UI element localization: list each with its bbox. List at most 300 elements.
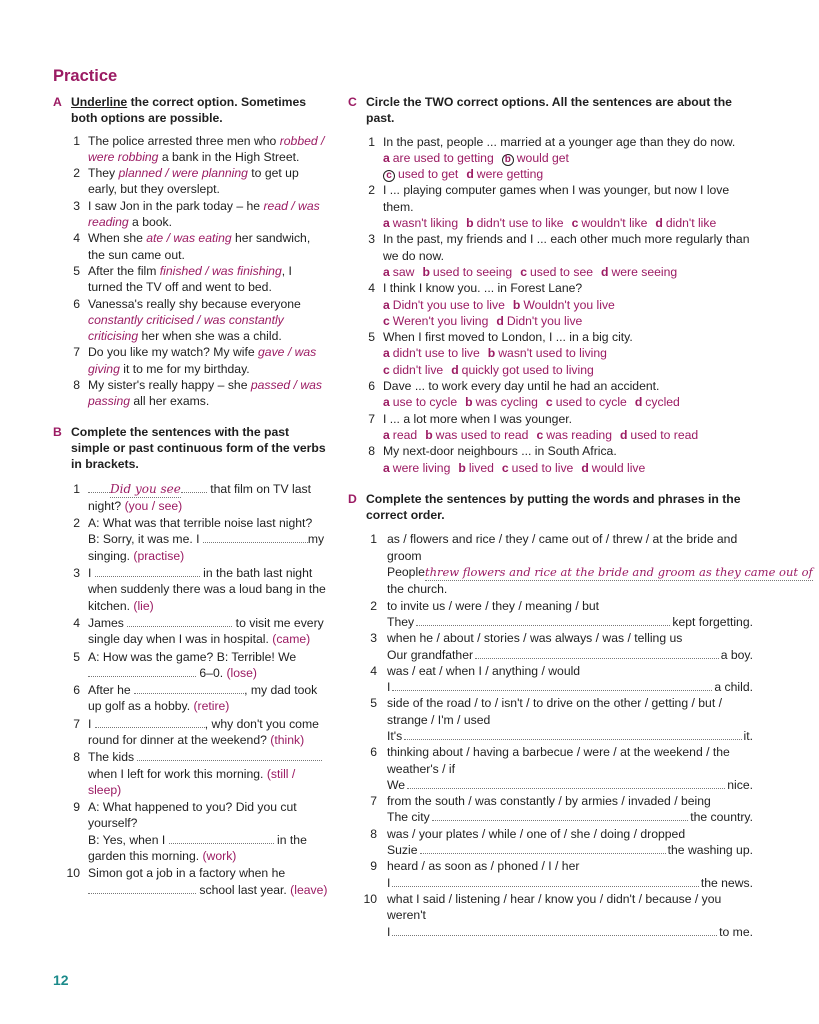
option-text: would live: [591, 460, 646, 475]
answer-line: [387, 777, 753, 793]
answer-line: [387, 875, 753, 891]
option-pair[interactable]: constantly criticised / was constantly criticising: [88, 312, 284, 344]
item-text: my singing.: [88, 532, 325, 563]
option-line: [383, 313, 753, 329]
option-pair[interactable]: read / was reading: [88, 198, 320, 230]
option-letter: a: [383, 297, 390, 312]
question-text: In the past, people ... married at a younger age than they do now.: [383, 134, 736, 149]
item-text: her sandwich, the sun came out.: [88, 231, 311, 262]
instruction-text: Circle the TWO correct options. All the sentences are about the past.: [366, 95, 732, 126]
answer-blank[interactable]: [392, 876, 698, 887]
item-number: 2: [73, 516, 80, 531]
verb-hint: (you / see): [124, 498, 183, 513]
item-text: , why don't you come round for dinner at the weekend?: [88, 716, 319, 747]
verb-hint: (leave): [290, 882, 328, 897]
item-number: 1: [370, 532, 377, 547]
option-text: Didn't you use to live: [392, 297, 505, 312]
answer-blank[interactable]: [181, 482, 207, 493]
item-text: A: How was the game? B: Terrible! We: [88, 649, 297, 664]
item-text: B: Sorry, it was me. I: [88, 532, 203, 547]
option-letter: a: [383, 395, 390, 410]
section-c-instruction: [348, 94, 753, 127]
option-letter: d: [466, 167, 474, 182]
option-text: were living: [392, 460, 451, 475]
exercise-item: [348, 411, 753, 444]
option-text: quickly got used to living: [461, 362, 594, 377]
question-text: I ... a lot more when I was younger.: [383, 411, 573, 426]
exercise-item: [348, 891, 753, 940]
option-text: would get: [516, 150, 569, 165]
exercise-item: [348, 182, 753, 231]
answer-option[interactable]: [546, 395, 627, 409]
answer-blank[interactable]: [420, 843, 666, 854]
instruction-underline-word: Underline: [71, 95, 128, 109]
answer-option[interactable]: [466, 167, 543, 181]
option-letter: b: [458, 460, 466, 475]
option-text: were getting: [476, 167, 544, 182]
answer-option[interactable]: [572, 216, 648, 230]
page-number: 12: [53, 972, 69, 988]
item-number: 10: [363, 891, 377, 906]
option-pair[interactable]: gave / was giving: [88, 345, 317, 376]
option-letter: a: [383, 427, 390, 442]
option-letter: d: [451, 362, 459, 377]
answer-option[interactable]: [513, 298, 615, 312]
question-text: When I first moved to London, I ... in a big city.: [383, 330, 633, 345]
option-line: [383, 150, 753, 166]
sentence-end: the news.: [700, 875, 753, 890]
option-letter: c: [501, 460, 509, 475]
handwritten-answer[interactable]: threw flowers and rice at the bride and groom as they came out of: [425, 564, 813, 581]
verb-hint: (work): [202, 849, 237, 864]
answer-option[interactable]: [655, 216, 716, 230]
item-number: 8: [368, 444, 375, 459]
exercise-item: [53, 198, 328, 231]
sentence-start: I: [387, 680, 391, 695]
option-text: wasn't liking: [392, 216, 459, 231]
answer-blank[interactable]: [416, 615, 670, 626]
answer-option[interactable]: [383, 151, 494, 165]
option-text: wouldn't like: [581, 216, 648, 231]
item-number: 8: [73, 378, 80, 393]
sentence-end: the church.: [387, 582, 448, 597]
option-letter: c: [383, 313, 390, 328]
answer-option[interactable]: [383, 461, 450, 475]
item-text: , my dad took up golf as a hobby.: [88, 683, 318, 714]
sentence-end: kept forgetting.: [672, 614, 753, 629]
answer-option[interactable]: [502, 151, 569, 165]
verb-hint: (lose): [226, 665, 257, 680]
item-text: Simon got a job in a factory when he: [88, 866, 286, 881]
option-pair[interactable]: planned / were planning: [118, 166, 248, 181]
word-prompt: from the south / was constantly / by armies / invaded / being: [387, 794, 711, 809]
answer-blank[interactable]: [88, 883, 196, 894]
item-number: 7: [73, 716, 80, 731]
instruction-text: the correct option. Sometimes both options are possible.: [71, 95, 307, 126]
item-number: 1: [368, 134, 375, 149]
circled-letter: c: [383, 170, 395, 182]
answer-blank[interactable]: [407, 778, 725, 789]
option-text: were seeing: [611, 264, 678, 279]
option-text: Weren't you living: [392, 313, 489, 328]
answer-option[interactable]: [520, 265, 593, 279]
option-text: read: [392, 427, 418, 442]
answer-option[interactable]: [383, 265, 414, 279]
exercise-item: [348, 630, 753, 663]
option-letter: b: [465, 395, 473, 410]
word-prompt: as / flowers and rice / they / came out of / threw / at the bride and groom: [387, 532, 738, 563]
answer-option[interactable]: [466, 216, 563, 230]
item-number: 6: [368, 379, 375, 394]
exercise-item: [348, 744, 753, 793]
exercise-item: [53, 133, 328, 166]
item-text: The police arrested three men who: [88, 133, 280, 148]
sentence-end: the washing up.: [667, 843, 753, 858]
item-text: When she: [88, 231, 147, 246]
exercise-item: [53, 515, 328, 564]
sentence-start: Our grandfather: [387, 647, 474, 662]
sentence-start: Suzie: [387, 843, 418, 858]
answer-option[interactable]: [601, 265, 677, 279]
option-text: wasn't used to living: [498, 346, 607, 361]
exercise-item: [53, 716, 328, 749]
exercise-item: [53, 481, 328, 515]
exercise-item: [53, 682, 328, 715]
answer-option[interactable]: [502, 461, 573, 475]
instruction-text: Complete the sentences by putting the words and phrases in the correct order.: [366, 491, 741, 523]
answer-line: [387, 679, 753, 695]
exercise-item: [53, 865, 328, 898]
item-text: when I left for work this morning.: [88, 766, 264, 781]
sentence-end: it.: [743, 728, 753, 743]
verb-hint: (retire): [193, 699, 230, 714]
option-text: used to live: [511, 460, 574, 475]
item-number: 1: [73, 133, 80, 148]
verb-hint: (still / sleep): [88, 766, 296, 797]
option-text: lived: [468, 460, 494, 475]
circled-letter: b: [502, 154, 514, 166]
exercise-item: [348, 695, 753, 744]
item-number: 3: [368, 232, 375, 247]
answer-blank[interactable]: [88, 482, 110, 493]
section-c-letter: C: [348, 95, 357, 109]
exercise-item: [348, 826, 753, 859]
section-b-items: [53, 481, 328, 898]
option-text: used to see: [529, 264, 593, 279]
option-line: [383, 297, 753, 313]
item-text: They: [88, 166, 119, 181]
item-text: Vanessa's really shy because everyone: [88, 296, 301, 311]
answer-line: [387, 647, 753, 663]
answer-blank[interactable]: [95, 566, 200, 577]
item-text: it to me for my birthday.: [119, 361, 250, 376]
item-number: 4: [73, 231, 80, 246]
item-number: 4: [370, 663, 377, 678]
item-number: 2: [73, 166, 80, 181]
option-text: used to seeing: [432, 264, 513, 279]
word-prompt: thinking about / having a barbecue / were / at the weekend / the weather's / if: [387, 745, 730, 776]
option-letter: d: [581, 460, 589, 475]
option-line: [383, 427, 753, 443]
answer-option[interactable]: [451, 363, 594, 377]
exercise-item: [53, 565, 328, 614]
option-letter: b: [425, 427, 433, 442]
item-number: 6: [73, 683, 80, 698]
item-number: 3: [370, 631, 377, 646]
exercise-item: [348, 663, 753, 696]
left-column: [53, 94, 328, 899]
item-number: 1: [73, 481, 80, 496]
item-number: 5: [370, 696, 377, 711]
answer-option[interactable]: [383, 363, 443, 377]
answer-option[interactable]: [496, 314, 582, 328]
option-letter: b: [466, 216, 474, 231]
verb-hint: (think): [270, 732, 305, 747]
item-number: 6: [370, 745, 377, 760]
option-letter: d: [655, 216, 663, 231]
item-text: A: What happened to you? Did you cut yourself?: [88, 800, 297, 831]
exercise-item: [53, 799, 328, 864]
option-letter: a: [383, 264, 390, 279]
sentence-end: the country.: [690, 810, 753, 825]
answer-blank[interactable]: [392, 925, 717, 936]
option-line: [383, 394, 753, 410]
option-letter: c: [536, 427, 544, 442]
answer-option[interactable]: [383, 428, 417, 442]
sentence-start: I: [387, 924, 391, 939]
answer-line: [387, 728, 753, 744]
item-number: 7: [370, 794, 377, 809]
item-text: James: [88, 615, 128, 630]
answer-blank[interactable]: [404, 729, 741, 740]
option-text: used to cycle: [555, 395, 627, 410]
section-d-instruction: [348, 491, 753, 524]
option-text: used to get: [398, 167, 459, 182]
option-text: cycled: [645, 395, 680, 410]
option-letter: b: [487, 346, 496, 361]
option-pair[interactable]: passed / was passing: [88, 378, 322, 409]
answer-option[interactable]: [635, 395, 680, 409]
exercise-item: [53, 649, 328, 682]
section-a-items: [53, 133, 328, 410]
item-text: a bank in the High Street.: [158, 149, 300, 164]
item-number: 2: [370, 598, 377, 613]
option-text: use to cycle: [392, 395, 458, 410]
item-text: I: [88, 566, 95, 581]
sentence-start: It's: [387, 728, 403, 743]
answer-option[interactable]: [536, 428, 612, 442]
item-text: all her exams.: [130, 394, 210, 409]
option-pair[interactable]: ate / was eating: [146, 231, 232, 246]
item-number: 9: [73, 800, 80, 815]
item-text: in the garden this morning.: [88, 832, 307, 864]
item-text: , I turned the TV off and went to bed.: [88, 263, 292, 295]
answer-blank[interactable]: [134, 683, 244, 694]
answer-line: [387, 614, 753, 630]
verb-hint: (practise): [133, 548, 185, 563]
answer-option[interactable]: [425, 428, 528, 442]
option-letter: d: [496, 313, 504, 328]
option-letter: d: [619, 427, 628, 442]
option-letter: c: [571, 216, 579, 231]
item-text: to visit me every single day when I was in hospital.: [88, 615, 324, 647]
option-letter: c: [383, 362, 390, 377]
section-b-letter: B: [53, 424, 62, 439]
exercise-item: [53, 344, 328, 377]
item-text: After the film: [88, 263, 160, 278]
option-text: was used to read: [435, 427, 529, 442]
item-text: school last year.: [196, 882, 287, 897]
item-number: 5: [73, 263, 80, 278]
item-text: After he: [88, 683, 135, 698]
option-letter: b: [422, 264, 430, 279]
handwritten-answer[interactable]: Did you see: [110, 481, 181, 498]
exercise-item: [53, 749, 328, 798]
right-column: [348, 94, 813, 940]
option-line: [383, 264, 753, 280]
answer-option[interactable]: [465, 395, 538, 409]
answer-blank[interactable]: [127, 616, 232, 627]
item-number: 9: [370, 859, 377, 874]
word-prompt: was / eat / when I / anything / would: [387, 663, 581, 678]
question-text: Dave ... to work every day until he had an accident.: [383, 379, 660, 394]
exercise-item: [348, 329, 753, 378]
answer-blank[interactable]: [203, 532, 308, 543]
answer-blank[interactable]: [169, 833, 274, 844]
answer-blank[interactable]: [95, 717, 205, 728]
answer-blank[interactable]: [88, 666, 196, 677]
item-text: Do you like my watch? My wife: [88, 345, 259, 360]
item-text: B: Yes, when I: [88, 832, 169, 847]
option-letter: d: [634, 395, 643, 410]
answer-option[interactable]: [383, 314, 488, 328]
option-pair[interactable]: finished / was finishing: [159, 263, 282, 278]
option-letter: a: [383, 346, 390, 361]
item-text: A: What was that terrible noise last night?: [88, 516, 313, 531]
exercise-item: [348, 231, 753, 280]
item-number: 7: [73, 345, 80, 360]
question-text: In the past, my friends and I ... each other much more regularly than we do now.: [383, 232, 750, 263]
option-line: [383, 215, 753, 231]
answer-line: [387, 564, 813, 581]
item-text: that film on TV last night?: [88, 481, 311, 513]
answer-blank[interactable]: [432, 810, 689, 821]
answer-blank[interactable]: [392, 680, 712, 691]
option-text: didn't use to like: [476, 216, 564, 231]
option-letter: b: [512, 297, 521, 312]
option-text: didn't like: [665, 216, 717, 231]
option-pair[interactable]: robbed / were robbing: [88, 133, 325, 164]
section-a-letter: A: [53, 95, 62, 109]
word-prompt: heard / as soon as / phoned / I / her: [387, 859, 580, 874]
sentence-start: I: [387, 875, 391, 890]
option-line: [383, 362, 753, 378]
option-letter: d: [601, 264, 609, 279]
item-number: 8: [73, 750, 80, 765]
answer-option[interactable]: [581, 461, 645, 475]
option-line: [383, 345, 753, 361]
answer-blank[interactable]: [137, 750, 322, 761]
answer-line: [387, 842, 753, 858]
item-number: 4: [73, 615, 80, 630]
item-number: 5: [73, 649, 80, 664]
item-text: her when she was a child.: [138, 329, 282, 344]
item-number: 7: [368, 411, 375, 426]
item-text: in the bath last night when suddenly there was a loud bang in the kitchen.: [88, 566, 326, 613]
sentence-start: They: [387, 614, 415, 629]
sentence-start: We: [387, 777, 406, 792]
exercise-item: [348, 793, 753, 826]
item-number: 8: [370, 826, 377, 841]
answer-option[interactable]: [383, 395, 457, 409]
item-text: to get up early, but they overslept.: [88, 166, 299, 197]
option-text: saw: [392, 264, 415, 279]
sentence-start: People: [387, 565, 425, 580]
option-letter: a: [383, 216, 390, 231]
exercise-item: [53, 296, 328, 345]
exercise-item: [53, 615, 328, 648]
section-a-instruction: [53, 94, 328, 127]
item-number: 10: [66, 866, 80, 881]
option-text: Wouldn't you live: [523, 297, 615, 312]
answer-option[interactable]: [383, 216, 458, 230]
item-text: 6–0.: [196, 665, 224, 680]
instruction-text: Complete the sentences with the past simple or past continuous form of the verbs in brackets.: [71, 424, 326, 472]
option-text: was reading: [546, 427, 612, 442]
item-text: I saw Jon in the park today – he: [88, 198, 264, 213]
exercise-item: [53, 263, 328, 296]
section-c-items: [348, 134, 753, 476]
item-text: My sister's really happy – she: [88, 378, 251, 393]
item-text: I: [88, 716, 95, 731]
exercise-item: [348, 598, 753, 631]
option-text: used to read: [630, 427, 699, 442]
section-b-instruction: [53, 424, 328, 473]
page-title: Practice: [53, 67, 118, 85]
sentence-end: to me.: [719, 924, 753, 939]
verb-hint: (lie): [133, 598, 154, 613]
item-number: 5: [368, 330, 375, 345]
word-prompt: was / your plates / while / one of / she / doing / dropped: [387, 826, 686, 841]
exercise-item: [53, 230, 328, 263]
answer-option[interactable]: [422, 265, 512, 279]
exercise-item: [348, 531, 813, 597]
option-text: didn't live: [392, 362, 444, 377]
option-text: are used to getting: [392, 150, 494, 165]
answer-option[interactable]: [383, 167, 458, 181]
answer-option[interactable]: [383, 346, 480, 360]
answer-option[interactable]: [458, 461, 494, 475]
exercise-item: [53, 377, 328, 410]
answer-option[interactable]: [620, 428, 698, 442]
question-text: I ... playing computer games when I was younger, but now I love them.: [383, 183, 730, 214]
word-prompt: what I said / listening / hear / know you / didn't / because / you weren't: [387, 891, 722, 923]
item-text: a book.: [128, 215, 173, 230]
section-d-items: [348, 531, 813, 939]
answer-line: [387, 809, 753, 825]
answer-blank[interactable]: [475, 648, 719, 659]
option-text: didn't use to live: [392, 346, 480, 361]
answer-option[interactable]: [383, 298, 505, 312]
answer-option[interactable]: [488, 346, 607, 360]
sentence-start: The city: [387, 810, 430, 825]
option-line: [383, 460, 753, 476]
item-text: The kids: [88, 750, 138, 765]
item-number: 2: [368, 183, 375, 198]
verb-hint: (came): [272, 632, 311, 647]
item-number: 3: [73, 198, 80, 213]
option-letter: a: [383, 150, 390, 165]
